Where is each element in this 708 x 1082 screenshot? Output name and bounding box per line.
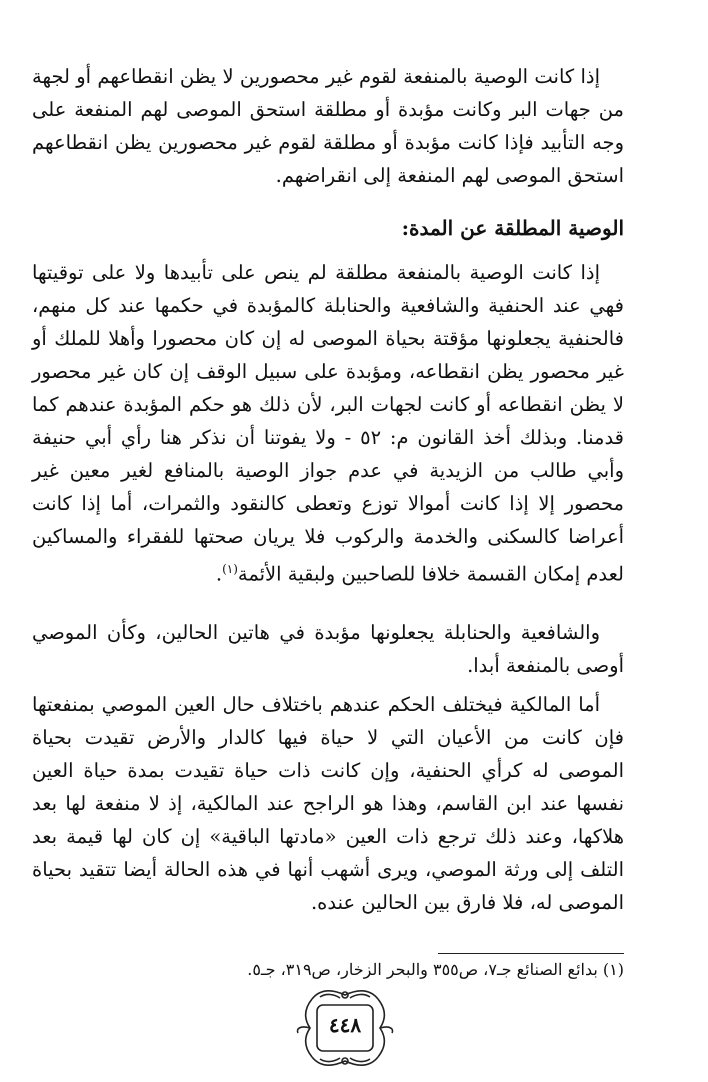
paragraph-end-mark: . xyxy=(215,562,223,586)
paragraph-text: إذا كانت الوصية بالمنفعة مطلقة لم ينص على تأبيدها ولا على توقيتها فهي عند الحنفية والشافعية والحنابلة كالمؤبدة في حكمها عند كل منهم، فالحنفية يجعلونها مؤقتة بحياة الموصى له إن كان محصورا وأهلا للملك أو غير محصور يظن انقطاعه، ومؤبدة على سبيل الوقف إن كان غير محصور لا يظن انقطاعه أو كانت لجهات البر، لأن ذلك هو حكم المؤبدة عندهم كما قدمنا. وبذلك أخذ القانون م: ٥٢ - ولا يفوتنا أن نذكر هنا رأي أبي حنيفة وأبي طالب من الزيدية في عدم جواز الوصية بالمنافع لغير معين غير محصور إلا إذا كانت أموالا توزع وتعطى كالنقود والثمرات، أما إذا كانت أعراضا كالسكنى والخدمة والركوب فلا يريان صحتها للفقراء والمساكين لعدم إمكان القسمة خلافا للصاحبين ولبقية الأئمة xyxy=(32,261,625,586)
footnote-reference: (١) xyxy=(222,562,238,576)
page-number: ٤٤٨ xyxy=(328,1013,362,1037)
paragraph-perpetual-bequest: إذا كانت الوصية بالمنفعة لقوم غير محصورين لا يظن انقطاعهم أو لجهة من جهات البر وكانت مؤبدة أو مطلقة استحق الموصى لهم المنفعة على وجه التأبيد فإذا كانت مؤبدة أو مطلقة لقوم غير محصورين يظن انقطاعهم استحق الموصى لهم المنفعة إلى انقراضهم. xyxy=(32,65,624,187)
section-heading: الوصية المطلقة عن المدة: xyxy=(401,216,624,240)
footnote-divider xyxy=(438,953,624,954)
footnote: (١) بدائع الصنائع جـ٧، ص٣٥٥ والبحر الزخار، ص٣١٩، جـ٥. xyxy=(247,960,624,979)
page-number-ornament xyxy=(290,985,400,1071)
paragraph-unrestricted-bequest xyxy=(32,256,624,591)
paragraph-maliki: أما المالكية فيختلف الحكم عندهم باختلاف حال العين الموصي بمنفعتها فإن كانت من الأعيان التي لا حياة فيها كالدار والأرض تقيدت بحياة الموصى له كرأي الحنفية، وإن كانت ذات حياة تقيدت بمدة حياة العين نفسها عند ابن القاسم، وهذا هو الراجح عند المالكية، إذ لا منفعة لها بعد هلاكها، وعند ذلك ترجع ذات العين «مادتها الباقية» إن كان لها قيمة بعد التلف إلى ورثة الموصي، ويرى أشهب أنها في هذه الحالة أيضا تتقيد بحياة الموصى له، فلا فارق بين الحالين عنده. xyxy=(32,693,624,914)
paragraph-shafii-hanbali: والشافعية والحنابلة يجعلونها مؤبدة في هاتين الحالين، وكأن الموصي أوصى بالمنفعة أبدا. xyxy=(32,621,624,677)
